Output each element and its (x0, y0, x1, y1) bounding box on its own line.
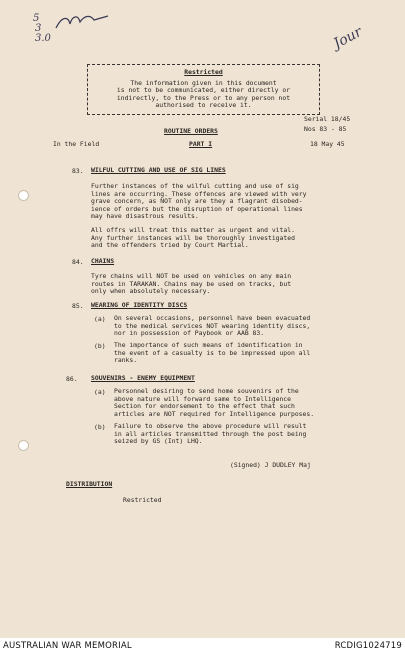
location: In the Field (53, 140, 100, 148)
sub-item-text: Failure to observe the above procedure will result in all articles transmitted through the post being seized by GS (Int) LHQ. (114, 422, 307, 446)
distribution-heading: DISTRIBUTION (66, 480, 113, 488)
sub-item-text: The importance of such means of identification in the event of a casualty is to be impressed upon all ranks. (114, 341, 311, 365)
item-number: 84. (72, 258, 84, 266)
order-date: 18 May 45 (310, 140, 345, 148)
restricted-notice-line: The information given in this document (130, 78, 277, 87)
sub-item-text: Personnel desiring to send home souvenirs of the above nature will forward same to Intelligence Section for endorsement to the effect that such articles are NOT required for Intelligence purposes. (114, 387, 315, 418)
sub-item-text: On several occasions, personnel have been evacuated to the medical services NOT wearing identity discs, nor in possession of Paybook or AAB 83. (114, 314, 311, 338)
item-paragraph: All offrs will treat this matter as urgent and vital. Any further instances will be thoroughly investigated and the offenders tried by Court Martial. (91, 226, 295, 250)
item-heading: WEARING OF IDENTITY DISCS (91, 301, 188, 309)
item-heading: SOUVENIRS - ENEMY EQUIPMENT (91, 374, 195, 382)
signature-line: (Signed) J DUDLEY Maj (230, 461, 311, 469)
sub-item-label: (a) (94, 388, 106, 396)
footer-record-id: RCDIG1024719 (334, 641, 402, 651)
punch-hole-bottom (18, 440, 29, 451)
handwritten-initials-top-right: Jour (330, 23, 365, 53)
archive-footer (0, 638, 405, 654)
order-numbers: Nos 83 - 85 (304, 125, 347, 133)
item-number: 85. (72, 302, 84, 310)
item-paragraph: Tyre chains will NOT be used on vehicles on any main routes in TARAKAN. Chains may be used on tracks, but only when absolutely necessary. (91, 272, 292, 296)
handwritten-scribble (54, 12, 110, 34)
punch-hole-top (18, 190, 29, 201)
item-heading: CHAINS (91, 257, 115, 265)
sub-item-label: (b) (94, 423, 106, 431)
footer-source: AUSTRALIAN WAR MEMORIAL (3, 641, 132, 651)
restricted-notice-title: Restricted (184, 68, 223, 76)
sub-item-label: (a) (94, 315, 106, 323)
part-heading: PART I (189, 140, 213, 148)
document-title: ROUTINE ORDERS (164, 127, 218, 135)
item-number: 86. (66, 375, 78, 383)
distribution-value: Restricted (123, 496, 162, 504)
sub-item-label: (b) (94, 342, 106, 350)
restricted-notice-line: is not to be communicated, either directly or (116, 86, 291, 95)
restricted-notice-box (87, 64, 320, 115)
serial-number: Serial 18/45 (304, 115, 351, 123)
item-number: 83. (72, 167, 84, 175)
handwritten-note-top-left: 5 3 3.0 (33, 13, 51, 44)
restricted-notice-line: authorised to receive it. (155, 101, 252, 110)
item-heading: WILFUL CUTTING AND USE OF SIG LINES (91, 166, 226, 174)
item-paragraph: Further instances of the wilful cutting and use of sig lines are occurring. These offences are viewed with very grave concern, as NOT only are they a flagrant disobed- ience of orders but the disruption of operational lines may have disastrous results. (91, 182, 307, 221)
restricted-notice-line: indirectly, to the Press or to any person not (116, 93, 291, 102)
